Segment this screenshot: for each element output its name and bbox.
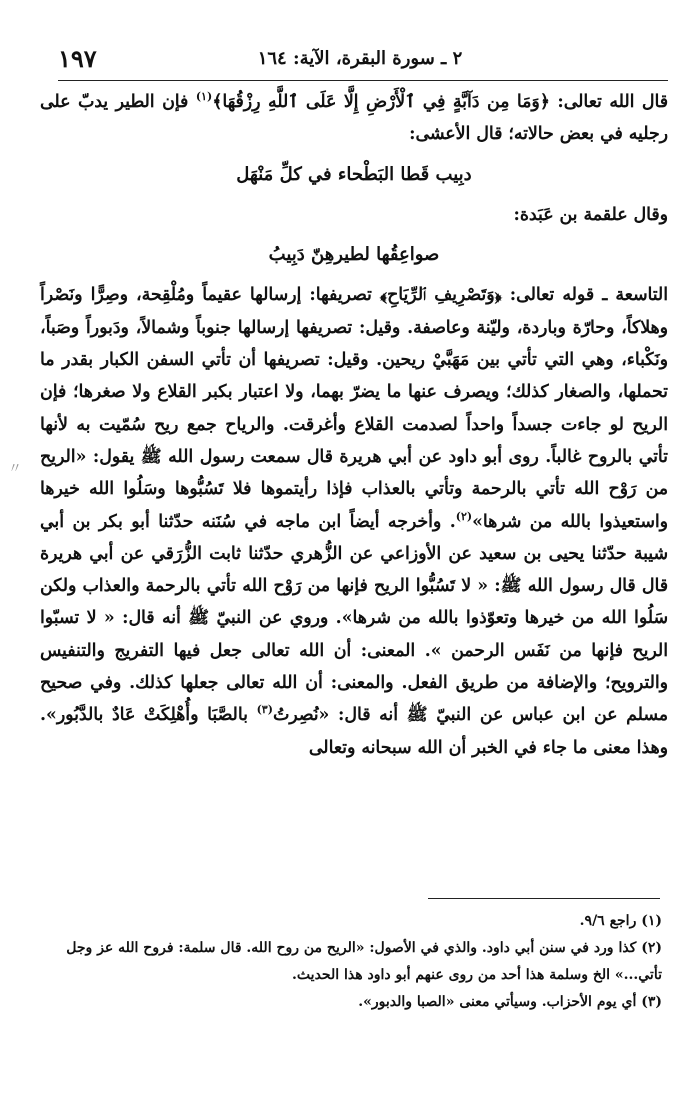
verse-line: صواعِقُها لطيرهِنّ دَبِيبُ <box>268 244 440 266</box>
header-rule <box>58 80 668 81</box>
paragraph <box>40 279 668 763</box>
footnote-rule <box>428 898 660 899</box>
body-text <box>40 86 668 764</box>
paragraph: وقال علقمة بن عَبَدة: <box>513 204 668 225</box>
footnote: (٢) كذا ورد في سنن أبي داود. والذي في الأصول: «الريح من روح الله. قال سلمة: فروح الله عز وجل تأتي...» الخ وسلمة هذا أحد من روى عنهم أبو داود هذا الحديث. <box>66 940 662 983</box>
page-number: ١٩٧ <box>58 44 97 73</box>
verse-line: دبِيب قَطا البَطْحاء في كلِّ مَنْهَل <box>236 163 472 185</box>
text-run: . وأخرجه أيضاً ابن ماجه في سُنَنه حدّثنا أبو بكر بن أبي شيبة حدّثنا يحيى بن سعيد عن الأوزاعي عن الزُّهري حدّثنا ثابت الزُّرَقي عن أبي هريرة قال قال رسول الله ﷺ: « لا تَسُبُّوا الريح فإنها من رَوْح الله تأتي بالرحمة والعذاب ولكن سَلُوا الله من خيرها وتعوّذوا بالله من شرها». وروي عن النبيّ ﷺ أنه قال: « لا تسبّوا الريح فإنها من نَفَس الرحمن ». المعنى: أن الله تعالى جعل فيها التفريج والتنفيس والترويح؛ والإضافة من طريق الفعل. والمعنى: أن الله تعالى جعلها كذلك. وفي صحيح مسلم عن ابن عباس عن النبيّ ﷺ أنه قال: «نُصِرتُ <box>40 511 668 726</box>
text-run: بالصَّبَا وأُهْلِكَتْ عَادٌ بالدَّبُور». وهذا معنى ما جاء في الخبر أن الله سبحانه وتعالى <box>40 705 668 758</box>
margin-mark: 〃 <box>8 461 22 477</box>
paragraph <box>40 86 668 151</box>
page-header <box>58 44 662 78</box>
footnote-ref: (٢) <box>455 509 473 523</box>
text-run: فإن الطير يدبّ على رجليه في بعض حالاته؛ قال الأعشى: <box>40 92 668 145</box>
footnote: (١) راجع ٩/٦. <box>579 913 662 929</box>
footnotes <box>40 908 662 1016</box>
text-run: قال الله تعالى: ﴿وَمَا مِن دَآبَّةٍ فِي ٱلْأَرْضِ إِلَّا عَلَى ٱللَّهِ رِزْقُهَا﴾ <box>212 92 668 112</box>
footnote: (٣) أي يوم الأحزاب. وسيأتي معنى «الصبا والدبور». <box>358 994 662 1010</box>
text-run: التاسعة ـ قوله تعالى: ﴿وَتَصْرِيفِ ٱلرِّيَاحِ﴾ تصريفها: إرسالها عقيماً ومُلْقِحة، وصِرًّا ونَصْراً وهلاكاً، وحارّة وباردة، وليّنة وعاصفة. وقيل: تصريفها إرسالها جنوباً وشمالاً، ودَبوراً وصَباً، ونَكْباء، وهي التي تأتي بين مَهَبَّيْ ريحين. وقيل: تصريفها أن تأتي السفن الكبار بقدر ما تحملها، والصغار كذلك؛ ويصرف عنها ما يضرّ بهما، ولا اعتبار بكبر القلاع ولا صغرها؛ فإن الريح لو جاءت جسداً واحداً لصدمت القلاع وأغرقت. والرياح جمع ريح سُمّيت به لأنها تأتي بالروح غالباً. روى أبو داود عن أبي هريرة قال سمعت رسول الله ﷺ يقول: «الريح من رَوْح الله تأتي بالرحمة وتأتي بالعذاب فإذا رأيتموها فلا تَسُبُّوها وسَلُوا الله خيرها واستعيذوا بالله من شرها» <box>40 285 669 532</box>
footnote-ref: (١) <box>195 90 213 104</box>
footnote-ref: (٣) <box>256 703 273 717</box>
running-head: ٢ ـ سورة البقرة، الآية: ١٦٤ <box>257 48 463 69</box>
